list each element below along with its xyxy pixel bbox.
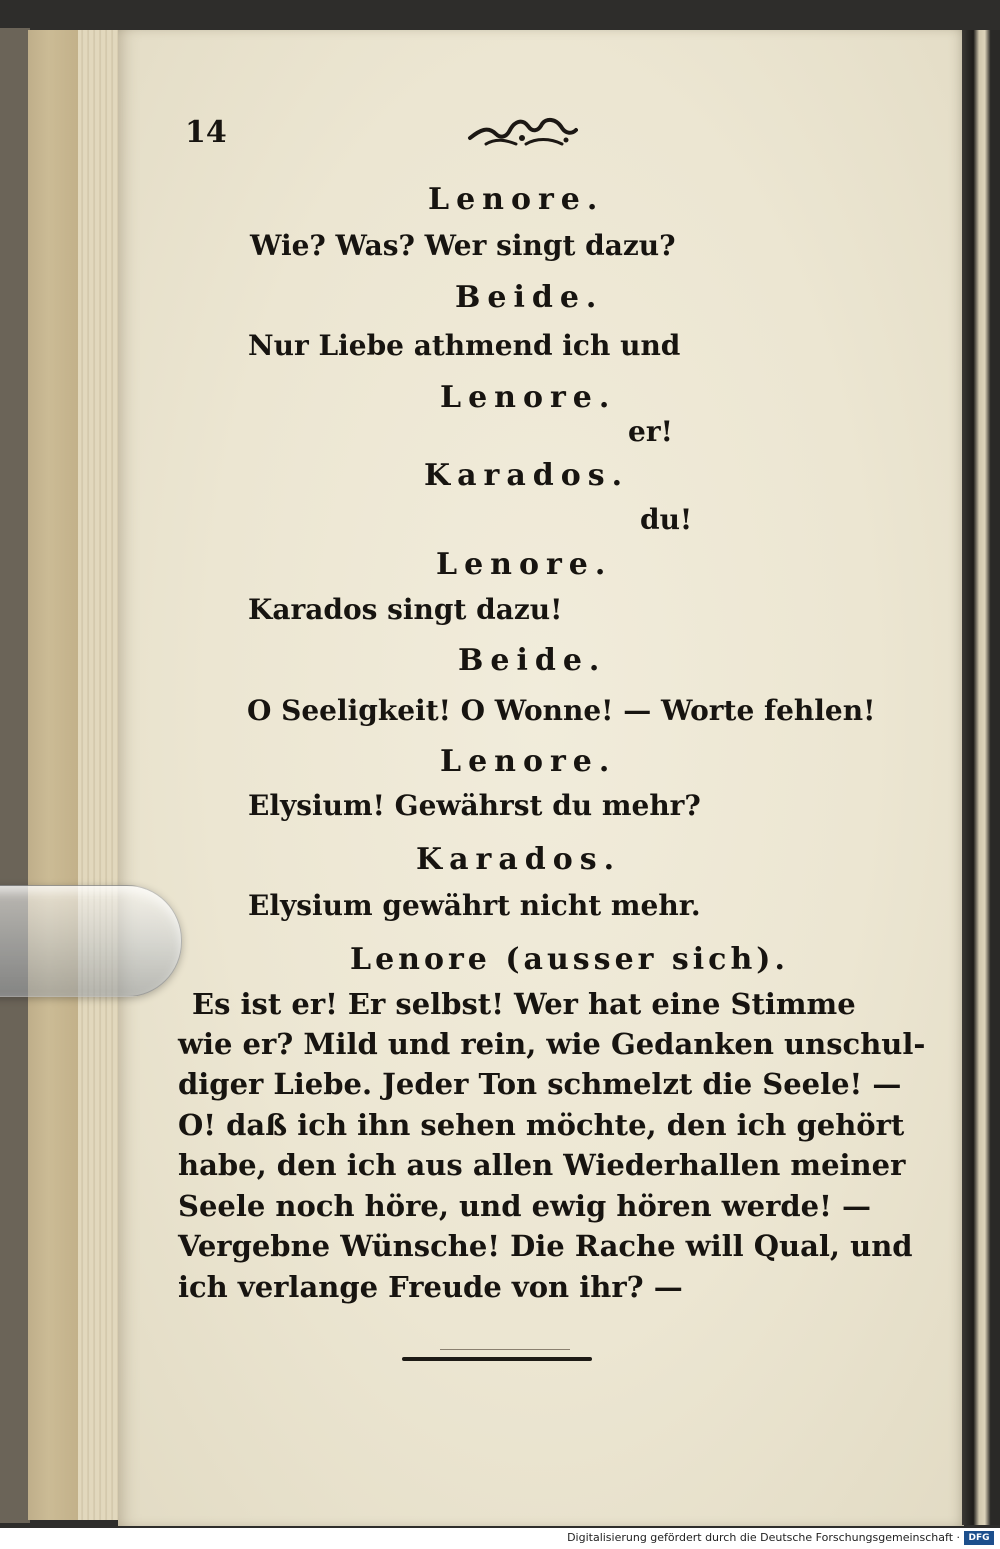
speaker-lenore-stage-direction: Lenore (ausser sich). — [350, 942, 789, 977]
book-right-edge — [962, 30, 1000, 1525]
verse-line: er! — [628, 415, 673, 448]
page-number: 14 — [185, 115, 227, 150]
prose-line: Vergebne Wünsche! Die Rache will Qual, und — [178, 1229, 913, 1263]
verse-line: Wie? Was? Wer singt dazu? — [250, 229, 676, 262]
speaker-beide: Beide. — [458, 643, 607, 678]
verse-line: O Seeligkeit! O Wonne! — Worte fehlen! — [247, 694, 876, 727]
speaker-lenore: Lenore. — [436, 547, 613, 582]
speaker-beide: Beide. — [455, 280, 604, 315]
end-rule-thin — [440, 1349, 570, 1350]
prose-line: habe, den ich aus allen Wiederhallen meiner — [178, 1148, 906, 1182]
prose-line: Es ist er! Er selbst! Wer hat eine Stimme — [192, 987, 856, 1021]
prose-line: O! daß ich ihn sehen möchte, den ich gehört — [178, 1108, 905, 1142]
verse-line: Nur Liebe athmend ich und — [248, 329, 681, 362]
verse-line: Elysium! Gewährst du mehr? — [248, 789, 701, 822]
footer-credit: Digitalisierung gefördert durch die Deutsche Forschungsgemeinschaft · — [567, 1531, 960, 1544]
dfg-logo-icon: DFG — [964, 1531, 994, 1545]
speaker-lenore: Lenore. — [440, 744, 617, 779]
prose-line: Seele noch höre, und ewig hören werde! — — [178, 1189, 871, 1223]
speaker-lenore: Lenore. — [440, 380, 617, 415]
verse-line: Karados singt dazu! — [248, 593, 563, 626]
end-rule — [402, 1357, 592, 1361]
speaker-lenore: Lenore. — [428, 182, 605, 217]
prose-line: ich verlange Freude von ihr? — — [178, 1270, 683, 1304]
speaker-karados: Karados. — [416, 842, 622, 877]
verse-line: du! — [640, 503, 693, 536]
ornament-vignette-icon — [466, 108, 578, 152]
prose-line: diger Liebe. Jeder Ton schmelzt die Seele! — — [178, 1067, 902, 1101]
plastic-page-clip — [0, 885, 182, 997]
book-cover-edge — [28, 30, 80, 1520]
book-edge-dark — [0, 28, 30, 1523]
verse-line: Elysium gewährt nicht mehr. — [248, 889, 701, 922]
prose-line: wie er? Mild und rein, wie Gedanken unschul- — [178, 1027, 926, 1061]
speaker-karados: Karados. — [424, 458, 630, 493]
